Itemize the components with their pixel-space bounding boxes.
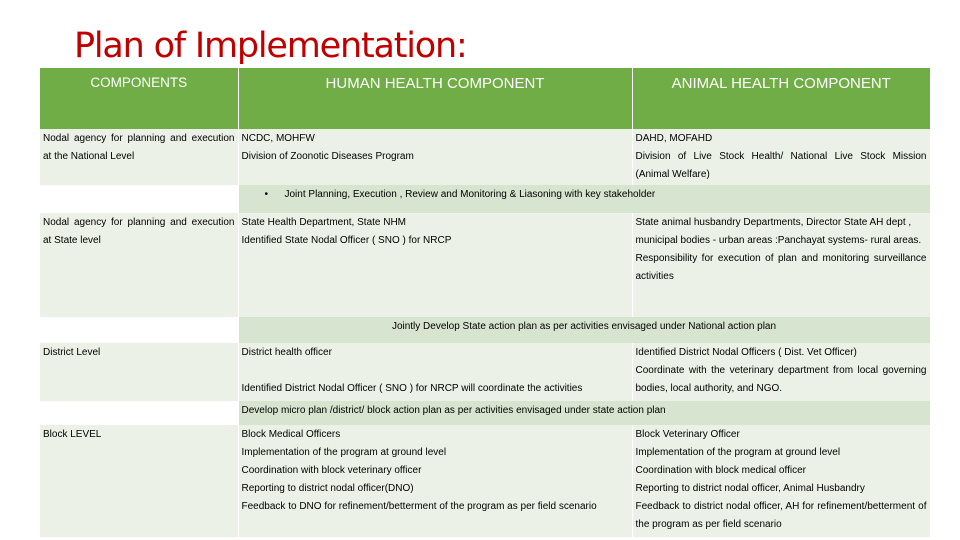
block-animal-line: Implementation of the program at ground level	[635, 447, 841, 458]
state-animal-line: State animal husbandry Departments, Director State AH dept ,	[635, 217, 912, 228]
national-human-line: NCDC, MOHFW	[241, 133, 315, 144]
header-animal-health: ANIMAL HEALTH COMPONENT	[632, 68, 930, 129]
block-animal-line: Reporting to district nodal officer, Animal Husbandry	[635, 483, 865, 494]
district-human-line: Identified District Nodal Officer ( SNO ) for NRCP will coordinate the activities	[241, 383, 583, 394]
district-joint-cell: Develop micro plan /district/ block action plan as per activities envisaged under state action plan	[238, 401, 930, 425]
district-human-cell	[238, 343, 632, 401]
block-animal-line: Coordination with block medical officer	[635, 465, 806, 476]
block-animal-line: Block Veterinary Officer	[635, 429, 740, 440]
block-human-cell	[238, 425, 632, 537]
national-row	[40, 129, 930, 185]
district-animal-line: Coordinate with the veterinary department from local governing bodies, local authority, and NGO.	[635, 365, 927, 394]
state-component-cell: Nodal agency for planning and execution at State level	[40, 213, 238, 317]
empty-cell	[40, 401, 238, 425]
national-component-cell: Nodal agency for planning and execution at the National Level	[40, 129, 238, 185]
district-component-cell: District Level	[40, 343, 238, 401]
district-animal-cell	[632, 343, 930, 401]
district-human-line: District health officer	[241, 347, 332, 358]
district-joint-row	[40, 401, 930, 425]
national-joint-row	[40, 185, 930, 213]
block-animal-cell	[632, 425, 930, 537]
block-human-line: Feedback to DNO for refinement/betterment of the program as per field scenario	[241, 501, 597, 512]
header-human-health: HUMAN HEALTH COMPONENT	[238, 68, 632, 129]
block-human-line: Reporting to district nodal officer(DNO)	[241, 483, 414, 494]
state-human-cell	[238, 213, 632, 317]
state-animal-line: municipal bodies - urban areas :Panchayat systems- rural areas.	[635, 235, 922, 246]
bullet-icon: •	[264, 189, 269, 200]
header-components: COMPONENTS	[40, 68, 238, 129]
empty-cell	[40, 317, 238, 343]
block-human-line: Coordination with block veterinary officer	[241, 465, 422, 476]
block-row	[40, 425, 930, 537]
state-joint-cell: Jointly Develop State action plan as per activities envisaged under National action plan	[238, 317, 930, 343]
block-animal-line: Feedback to district nodal officer, AH for refinement/betterment of the program as per field scenario	[635, 501, 927, 530]
national-human-cell	[238, 129, 632, 185]
national-human-line: Division of Zoonotic Diseases Program	[241, 151, 414, 162]
empty-cell	[40, 185, 238, 213]
district-animal-line: Identified District Nodal Officers ( Dist. Vet Officer)	[635, 347, 857, 358]
national-animal-cell	[632, 129, 930, 185]
national-animal-line: DAHD, MOFAHD	[635, 133, 713, 144]
state-joint-row	[40, 317, 930, 343]
implementation-table	[40, 68, 931, 537]
state-animal-cell	[632, 213, 930, 317]
state-human-line: State Health Department, State NHM	[241, 217, 407, 228]
state-animal-line: Responsibility for execution of plan and monitoring surveillance activities	[635, 253, 927, 282]
state-row	[40, 213, 930, 317]
district-row	[40, 343, 930, 401]
page-title: Plan of Implementation:	[74, 26, 467, 66]
national-joint-text: Joint Planning, Execution , Review and Monitoring & Liasoning with key stakeholder	[284, 189, 656, 200]
national-animal-line: Division of Live Stock Health/ National Live Stock Mission (Animal Welfare)	[635, 151, 927, 180]
national-joint-cell	[238, 185, 930, 213]
block-human-line: Implementation of the program at ground level	[241, 447, 447, 458]
header-row	[40, 68, 930, 129]
block-component-cell: Block LEVEL	[40, 425, 238, 537]
state-human-line: Identified State Nodal Officer ( SNO ) for NRCP	[241, 235, 452, 246]
block-human-line: Block Medical Officers	[241, 429, 341, 440]
